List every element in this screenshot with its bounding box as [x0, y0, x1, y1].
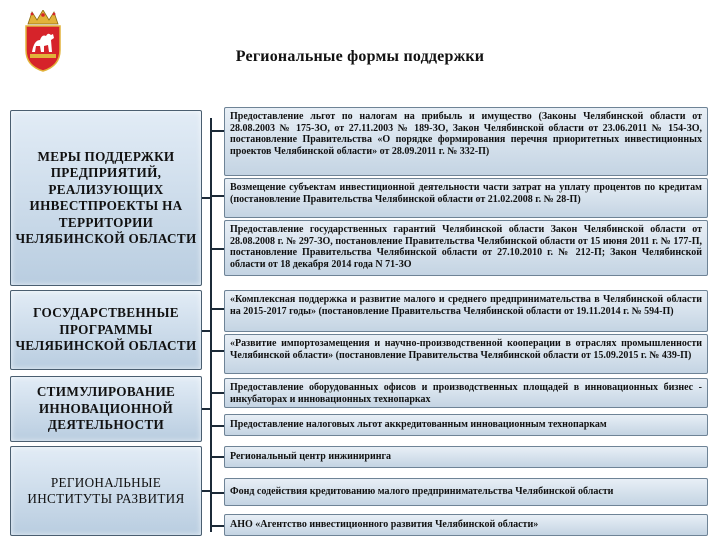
category-innovation: СТИМУЛИРОВАНИЕ ИННОВАЦИОННОЙ ДЕЯТЕЛЬНОСТИ	[10, 376, 202, 442]
measure-technopark-tax: Предоставление налоговых льгот аккредитованным инновационным технопаркам	[224, 414, 708, 436]
category-dev-institutions: РЕГИОНАЛЬНЫЕ ИНСТИТУТЫ РАЗВИТИЯ	[10, 446, 202, 536]
measure-state-guarantees: Предоставление государственных гарантий Челябинской области Закон Челябинской области от 28.08.2008 г. № 297-ЗО, постановление Правительства Челябинской области от 15 июня 2011 г. № 177-П, постановление Правительства Челябинской области от 27.10.2010 г. № 212-П; Закон Челябинской области от 18 декабря 2014 года N 71-ЗО	[224, 220, 708, 276]
connector-tick	[211, 392, 224, 394]
connector-tick	[211, 456, 224, 458]
measure-sme-program: «Комплексная поддержка и развитие малого и среднего предпринимательства в Челябинской области на 2015-2017 годы» (постановление Правительства Челябинской области от 19.11.2014 г. № 594-П)	[224, 290, 708, 332]
connector-tick	[211, 195, 224, 197]
measure-business-incubators: Предоставление оборудованных офисов и производственных площадей в инновационных бизнес - инкубаторах и инновационных технопарках	[224, 378, 708, 408]
connector-line	[210, 118, 212, 532]
measure-interest-compensation: Возмещение субъектам инвестиционной деятельности части затрат на уплату процентов по кредитам (постановление Правительства Челябинской области от 21.02.2008 г. № 28-П)	[224, 178, 708, 218]
category-investprojects: МЕРЫ ПОДДЕРЖКИ ПРЕДПРИЯТИЙ, РЕАЛИЗУЮЩИХ ИНВЕСТПРОЕКТЫ НА ТЕРРИТОРИИ ЧЕЛЯБИНСКОЙ ОБЛАСТИ	[10, 110, 202, 286]
institution-engineering-center: Региональный центр инжиниринга	[224, 446, 708, 468]
page-title: Региональные формы поддержки	[235, 48, 485, 65]
institution-investment-agency: АНО «Агентство инвестиционного развития Челябинской области»	[224, 514, 708, 536]
measure-import-substitution: «Развитие импортозамещения и научно-производственной кооперации в отраслях промышленности Челябинской области» (постановление Правительства Челябинской области от 15.09.2015 г. № 439-П)	[224, 334, 708, 374]
connector-tick	[211, 425, 224, 427]
connector-tick	[211, 492, 224, 494]
connector-tick	[211, 248, 224, 250]
measure-tax-benefits: Предоставление льгот по налогам на прибыль и имущество (Законы Челябинской области от 28.08.2003 № 175-ЗО, от 27.11.2003 № 189-ЗО, Закон Челябинской области от 23.06.2011 № 154-ЗО, постановление Правительства «О порядке формирования перечня приоритетных инвестиционных проектов Челябинской области» от 28.09.2011 г. № 332-П)	[224, 107, 708, 176]
connector-tick	[211, 130, 224, 132]
category-state-programs: ГОСУДАРСТВЕННЫЕ ПРОГРАММЫ ЧЕЛЯБИНСКОЙ ОБЛАСТИ	[10, 290, 202, 370]
connector-tick	[211, 350, 224, 352]
connector-tick	[211, 308, 224, 310]
institution-credit-fund: Фонд содействия кредитованию малого предпринимательства Челябинской области	[224, 478, 708, 506]
connector-tick	[211, 525, 224, 527]
